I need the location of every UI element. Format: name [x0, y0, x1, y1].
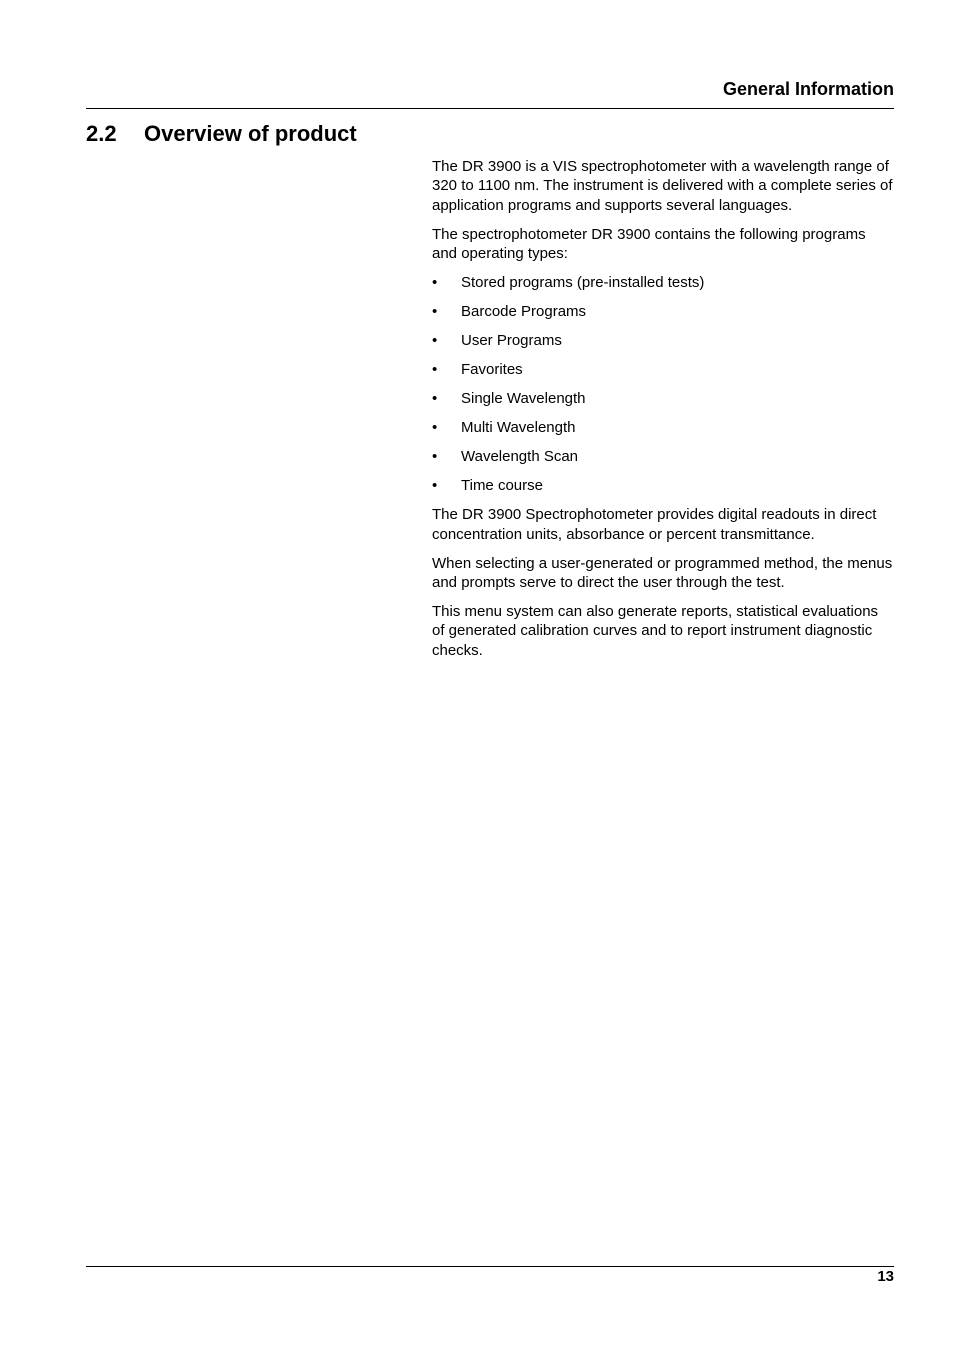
bullet-icon: • [432, 361, 438, 379]
list-item-text: Wavelength Scan [461, 448, 579, 466]
readouts-paragraph: The DR 3900 Spectrophotometer provides digital readouts in direct concentration units, absorbance or percent transmittance. [432, 506, 877, 543]
list-item [432, 302, 894, 321]
list-item [432, 273, 894, 292]
bullet-icon: • [432, 419, 438, 437]
bullet-icon: • [432, 390, 438, 408]
list-item-text: Time course [461, 477, 543, 495]
list-item-text: User Programs [461, 332, 562, 350]
list-item [432, 331, 894, 350]
list-item-text: Stored programs (pre-installed tests) [461, 274, 705, 292]
menus-paragraph: When selecting a user-generated or programmed method, the menus and prompts serve to direct the user through the test. [432, 554, 893, 592]
header-rule [86, 108, 894, 109]
bullet-icon: • [432, 274, 438, 292]
page-number: 13 [877, 1268, 894, 1285]
running-header-title: General Information [722, 79, 894, 99]
bullet-icon: • [432, 332, 438, 350]
list-intro-paragraph: The spectrophotometer DR 3900 contains the following programs and operating types: [432, 225, 866, 263]
footer-rule [86, 1266, 894, 1267]
list-item [432, 476, 894, 495]
body-column [432, 157, 894, 670]
section-number: 2.2 [86, 121, 117, 146]
section-title: Overview of product [144, 121, 357, 146]
list-item [432, 389, 894, 408]
reports-paragraph: This menu system can also generate reports, statistical evaluations of generated calibration curves and to report instrument diagnostic checks. [432, 603, 879, 659]
list-item-text: Multi Wavelength [461, 419, 576, 437]
list-item [432, 418, 894, 437]
bullet-icon: • [432, 477, 438, 495]
list-item-text: Favorites [461, 361, 523, 379]
list-item-text: Single Wavelength [461, 390, 586, 408]
bullet-icon: • [432, 303, 438, 321]
intro-paragraph: The DR 3900 is a VIS spectrophotometer with a wavelength range of 320 to 1100 nm. The instrument is delivered with a complete series of application programs and supports several languages. [432, 158, 893, 214]
list-item-text: Barcode Programs [461, 303, 587, 321]
list-item [432, 447, 894, 466]
section-heading [86, 120, 357, 148]
bullet-icon: • [432, 448, 438, 466]
list-item [432, 360, 894, 379]
programs-list [432, 273, 894, 495]
